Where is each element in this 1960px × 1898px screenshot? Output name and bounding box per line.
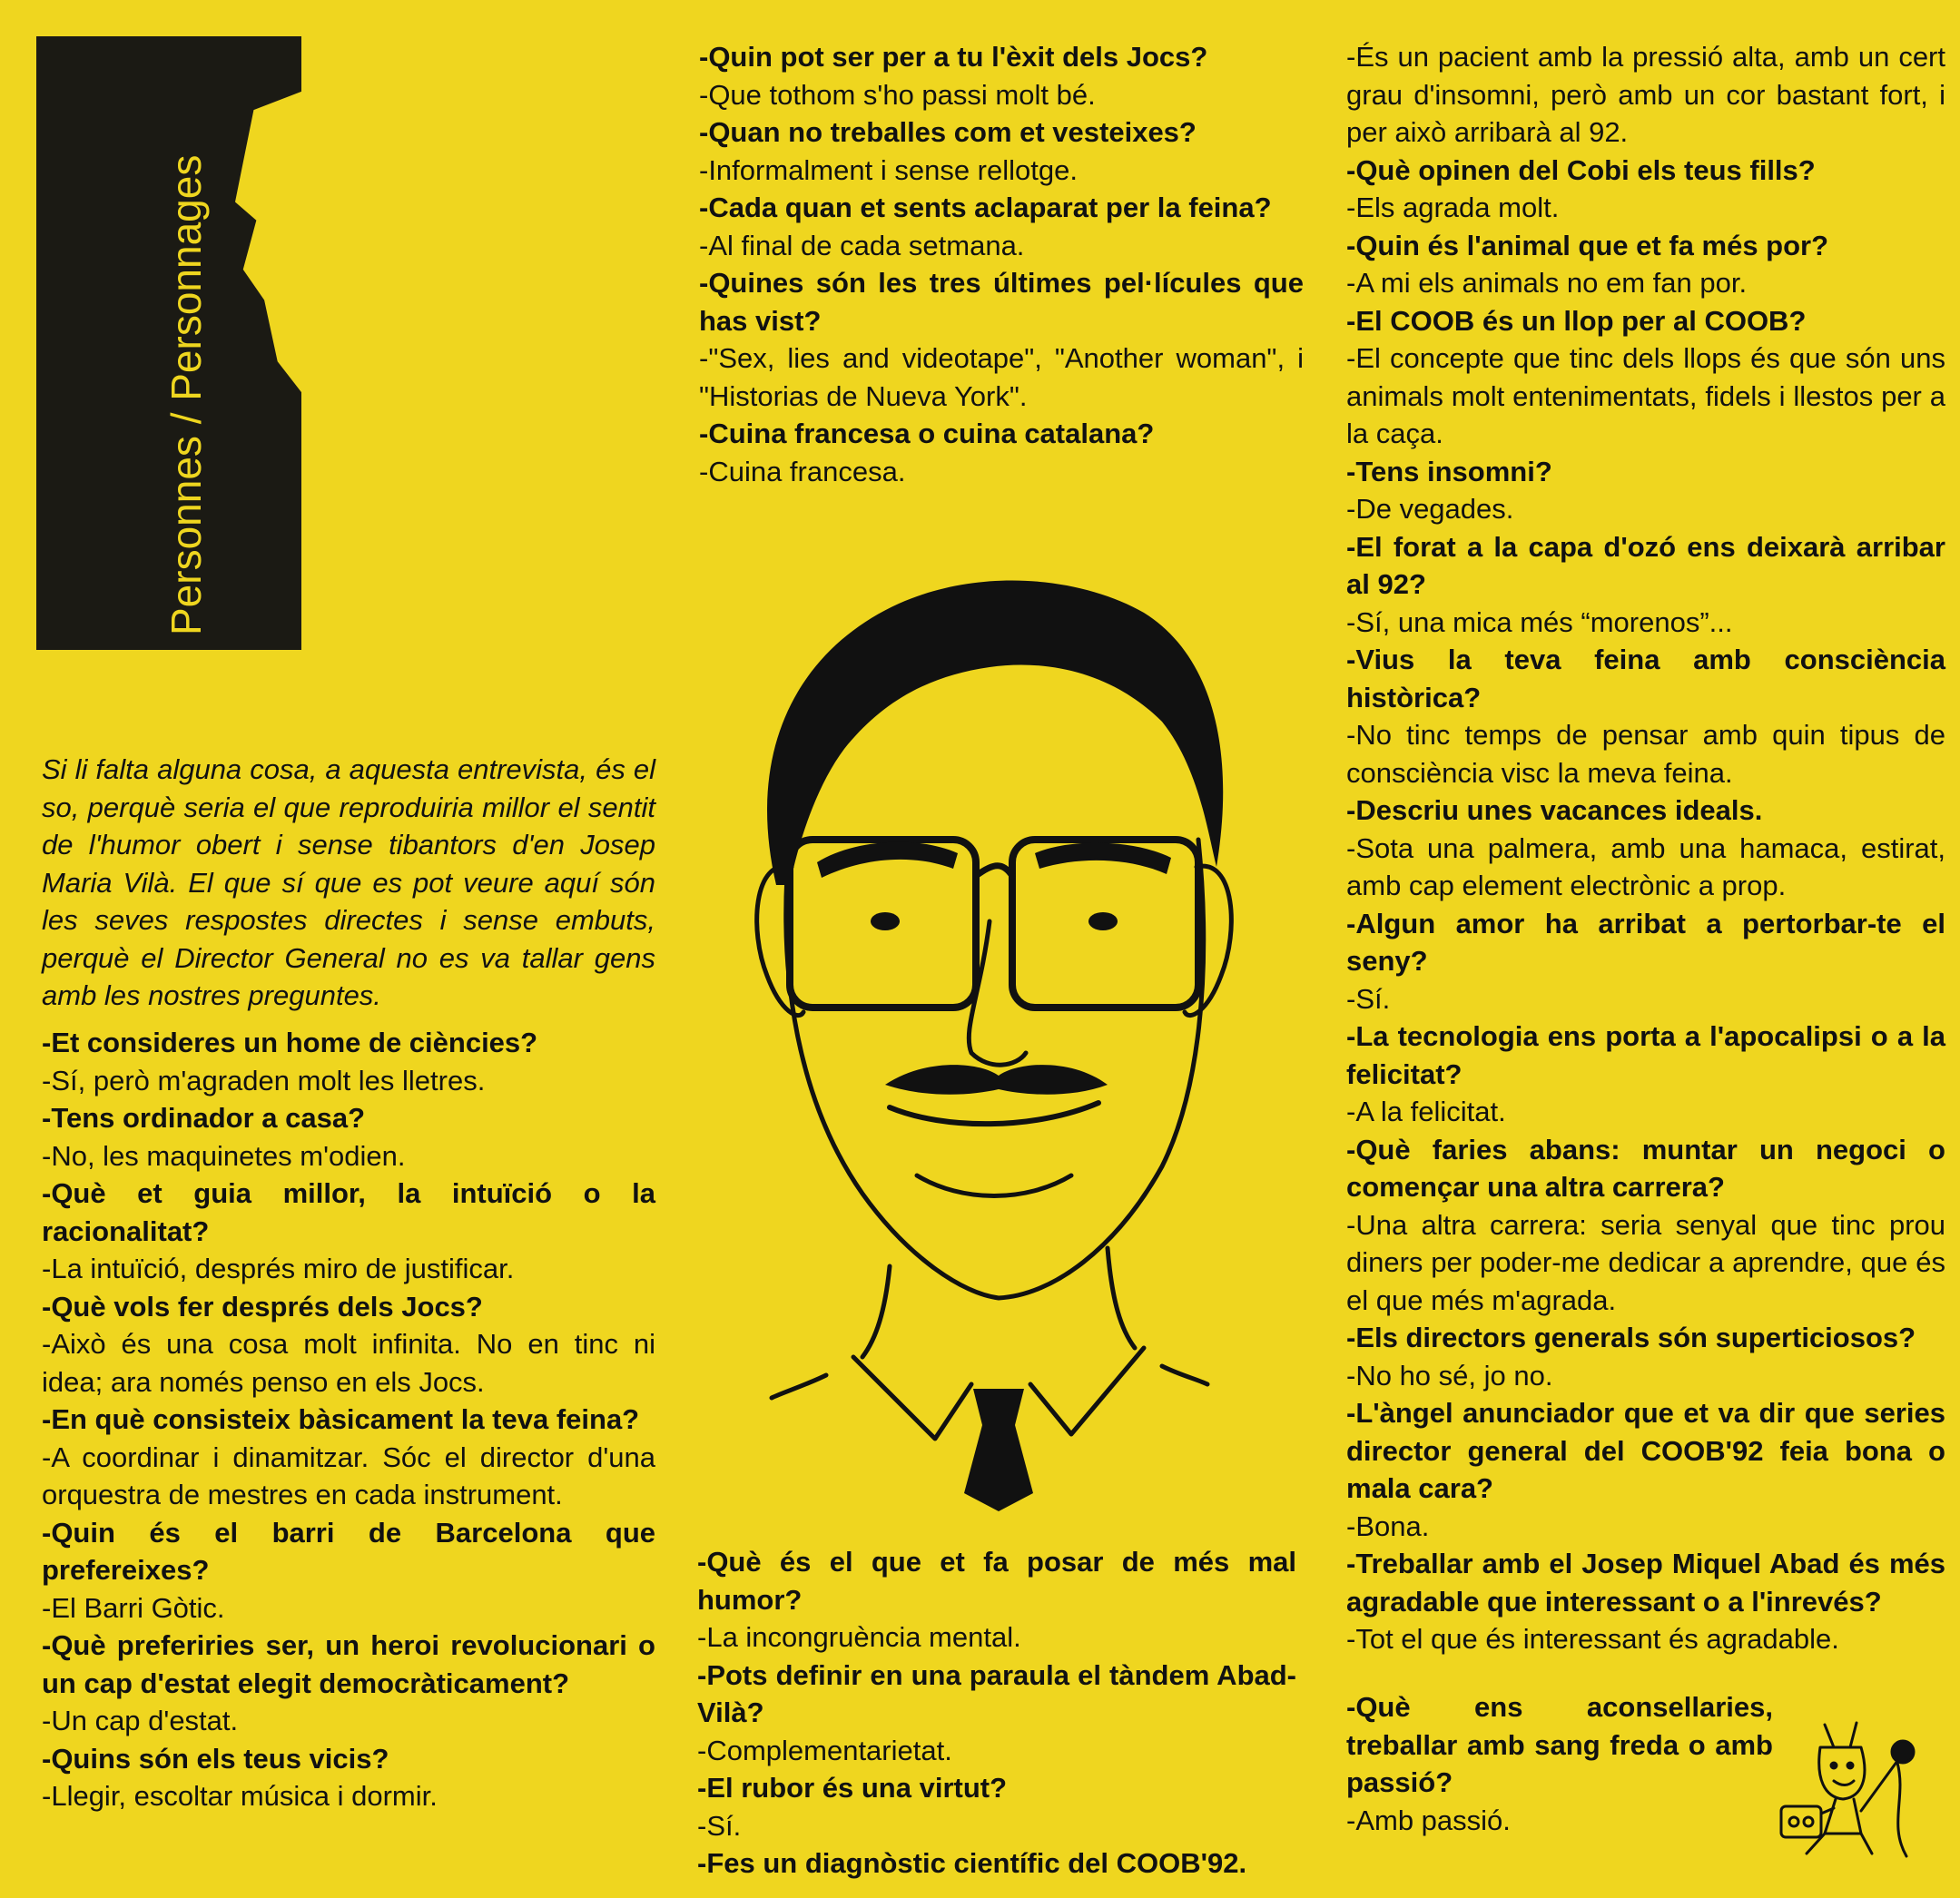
question-text: -L'àngel anunciador que et va dir que series director general del COOB'92 feia bona o mala cara? (1346, 1397, 1945, 1504)
question-text: -Descriu unes vacances ideals. (1346, 794, 1763, 826)
answer-text: -"Sex, lies and videotape", "Another woman", i "Historias de Nueva York". (699, 342, 1304, 412)
question-text: -Vius la teva feina amb consciència històrica? (1346, 644, 1945, 713)
column-middle-bottom (697, 1543, 1296, 1883)
answer-text: -Cuina francesa. (699, 455, 906, 487)
answer-text: -Una altra carrera: seria senyal que tinc prou diners per poder-me dedicar a aprendre, que és el que més m'agrada. (1346, 1208, 1945, 1316)
question-text: -En què consisteix bàsicament la teva feina? (42, 1403, 640, 1435)
answer-text: -La incongruència mental. (697, 1621, 1021, 1653)
answer-text: -No ho sé, jo no. (1346, 1359, 1553, 1392)
question-text: -La tecnologia ens porta a l'apocalipsi o a la felicitat? (1346, 1020, 1945, 1090)
question-text: -Quines són les tres últimes pel·lícules que has vist? (699, 267, 1304, 337)
question-text: -Què faries abans: muntar un negoci o començar una altra carrera? (1346, 1133, 1945, 1203)
answer-text: -A mi els animals no em fan por. (1346, 267, 1748, 299)
question-text: -Quin és el barri de Barcelona que prefereixes? (42, 1516, 655, 1586)
question-text: -Tens ordinador a casa? (42, 1102, 366, 1134)
question-text: -Quin pot ser per a tu l'èxit dels Jocs? (699, 41, 1208, 73)
answer-text: -Que tothom s'ho passi molt bé. (699, 78, 1096, 111)
question-text: -Cada quan et sents aclaparat per la feina? (699, 192, 1272, 223)
question-text: -Què preferiries ser, un heroi revolucionari o un cap d'estat elegit democràticament? (42, 1629, 655, 1699)
answer-text: -No, les maquinetes m'odien. (42, 1139, 406, 1172)
question-text: -Quin és l'animal que et fa més por? (1346, 229, 1829, 261)
column-left (42, 1024, 655, 1815)
question-text: -Tens insomni? (1346, 455, 1552, 487)
answer-text: -El Barri Gòtic. (42, 1591, 225, 1624)
question-text: -Pots definir en una paraula el tàndem Abad-Vilà? (697, 1658, 1296, 1728)
answer-text: -Informalment i sense rellotge. (699, 153, 1078, 186)
column-right-last (1346, 1688, 1773, 1839)
caricature-portrait (690, 540, 1271, 1511)
answer-text: -Amb passió. (1346, 1804, 1511, 1836)
question-text: -Et consideres un home de ciències? (42, 1027, 538, 1058)
cobi-mascot-icon (1770, 1706, 1943, 1861)
answer-text: -Complementarietat. (697, 1734, 952, 1766)
answer-text: -El concepte que tinc dels llops és que són uns animals molt entenimentats, fidels i llestos per a la caça. (1346, 342, 1945, 449)
question-text: -Fes un diagnòstic científic del COOB'92. (697, 1847, 1247, 1879)
answer-text: -La intuïció, després miro de justificar. (42, 1253, 515, 1284)
answer-text: -Sí, una mica més “morenos”... (1346, 605, 1733, 638)
answer-text: -Sí. (697, 1809, 742, 1842)
answer-text: -No tinc temps de pensar amb quin tipus de consciència visc la meva feina. (1346, 719, 1945, 789)
answer-text: -A la felicitat. (1346, 1096, 1506, 1127)
answer-text: -Això és una cosa molt infinita. No en tinc ni idea; ara només penso en els Jocs. (42, 1328, 655, 1398)
question-text: -Què vols fer després dels Jocs? (42, 1290, 483, 1323)
question-text: -Cuina francesa o cuina catalana? (699, 418, 1155, 449)
answer-text: -Sota una palmera, amb una hamaca, estirat, amb cap element electrònic a prop. (1346, 831, 1945, 901)
question-text: -Algun amor ha arribat a pertorbar-te el seny? (1346, 907, 1945, 977)
answer-text: -Els agrada molt. (1346, 192, 1560, 223)
answer-text: -A coordinar i dinamitzar. Sóc el director d'una orquestra de mestres en cada instrument. (42, 1441, 655, 1510)
section-tab-label: Personnes / Personnages (163, 154, 210, 635)
question-text: -El rubor és una virtut? (697, 1772, 1008, 1804)
question-text: -Què ens aconsellaries, treballar amb sang freda o amb passió? (1346, 1691, 1773, 1798)
column-right (1346, 38, 1945, 1658)
question-text: -El forat a la capa d'ozó ens deixarà arribar al 92? (1346, 530, 1945, 600)
answer-text: -De vegades. (1346, 493, 1514, 525)
answer-text: -Un cap d'estat. (42, 1705, 239, 1736)
question-text: -Quan no treballes com et vesteixes? (699, 116, 1197, 148)
question-text: -Quins són els teus vicis? (42, 1742, 389, 1775)
answer-text: -Sí. (1346, 982, 1391, 1015)
question-text: -Els directors generals són superticiosos? (1346, 1322, 1916, 1353)
answer-text: -Sí, però m'agraden molt les lletres. (42, 1064, 486, 1097)
question-text: -Què opinen del Cobi els teus fills? (1346, 153, 1816, 186)
question-text: -Treballar amb el Josep Miquel Abad és més agradable que interessant o a l'inrevés? (1346, 1548, 1945, 1618)
answer-text: -Bona. (1346, 1510, 1430, 1542)
answer-text: -Al final de cada setmana. (699, 229, 1025, 261)
intro-paragraph: Si li falta alguna cosa, a aquesta entrevista, és el so, perquè seria el que reproduiria millor el sentit de l'humor obert i sense tibantors d'en Josep Maria Vilà. El que sí que es pot veure aquí són les seves respostes directes i sense embuts, perquè el Director General no es va tallar gens amb les nostres preguntes. (42, 753, 655, 1011)
question-text: -Què et guia millor, la intuïció o la racionalitat? (42, 1177, 655, 1247)
column-middle-top (699, 38, 1304, 490)
question-text: -Què és el que et fa posar de més mal humor? (697, 1546, 1296, 1616)
answer-text: -És un pacient amb la pressió alta, amb un cert grau d'insomni, però amb un cor bastant fort, i per això arribarà al 92. (1346, 41, 1945, 148)
answer-text: -Llegir, escoltar música i dormir. (42, 1780, 438, 1812)
answer-text: -Tot el que és interessant és agradable. (1346, 1623, 1839, 1655)
question-text: -El COOB és un llop per al COOB? (1346, 304, 1807, 337)
